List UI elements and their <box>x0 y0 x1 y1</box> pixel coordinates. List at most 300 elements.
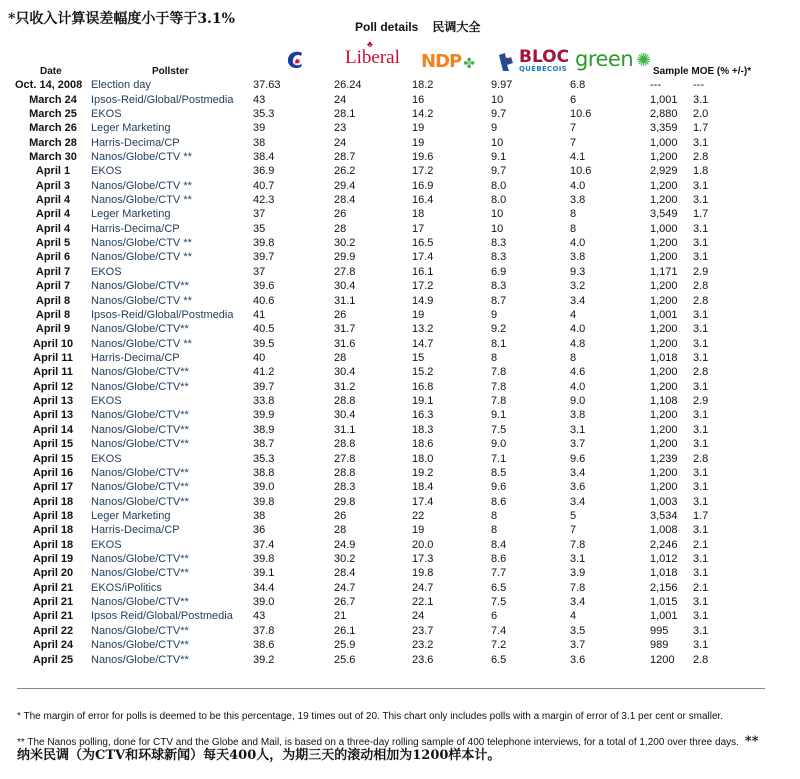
cell-green: 3.8 <box>570 251 586 264</box>
cell-bloc: 6.5 <box>491 581 507 594</box>
cell-bloc: 8 <box>491 509 498 522</box>
cell-date: April 10 <box>32 337 74 350</box>
cell-moe: --- <box>693 79 704 92</box>
cell-sample: 1,000 <box>650 222 678 235</box>
cell-liberal: 28.7 <box>334 150 356 163</box>
cell-liberal: 26 <box>334 509 347 522</box>
cell-date: April 3 <box>35 179 71 192</box>
cell-bloc: 8.6 <box>491 553 507 566</box>
cell-pollster: Harris-Decima/CP <box>91 222 180 235</box>
cell-liberal: 31.2 <box>334 380 356 393</box>
cell-pollster: Nanos/Globe/CTV** <box>91 624 189 637</box>
cell-conservative: 39.8 <box>253 237 275 250</box>
bloc-wordmark: BLOC <box>519 47 570 67</box>
cell-conservative: 43 <box>253 93 266 106</box>
cell-bloc: 10 <box>491 222 504 235</box>
cell-green: 4.1 <box>570 150 586 163</box>
cell-conservative: 40.6 <box>253 294 275 307</box>
table-row <box>15 279 733 293</box>
cell-green: 8 <box>570 352 577 364</box>
quebecois-wordmark: QUÉBÉCOIS <box>519 65 567 73</box>
cell-bloc: 7.5 <box>491 423 507 436</box>
cell-ndp: 19.2 <box>412 466 434 479</box>
cell-conservative: 38.8 <box>253 466 275 479</box>
cell-green: 3.7 <box>570 438 586 451</box>
cell-bloc: 9.1 <box>491 150 507 163</box>
cell-pollster: Nanos/Globe/CTV** <box>91 409 189 422</box>
cell-pollster: Ipsos-Reid/Global/Postmedia <box>91 308 234 321</box>
cell-sample: 1,200 <box>650 150 678 163</box>
chinese-note: *只收入计算误差幅度小于等于3.1% <box>8 11 235 27</box>
cell-date: April 8 <box>35 294 71 307</box>
cell-green: 7 <box>570 122 577 135</box>
header-date: Date <box>40 66 62 77</box>
cell-green: 3.9 <box>570 567 586 580</box>
cell-date: April 22 <box>32 624 74 637</box>
cell-bloc: 9.0 <box>491 438 507 451</box>
title-english: Poll details <box>355 20 419 34</box>
cell-liberal: 27.8 <box>334 265 356 278</box>
cell-green: 3.1 <box>570 553 586 566</box>
cell-moe: 3.1 <box>693 409 709 422</box>
cell-date: April 19 <box>32 553 74 566</box>
cell-ndp: 18 <box>412 208 425 221</box>
cell-ndp: 15 <box>412 352 425 364</box>
cell-pollster: Ipsos Reid/Global/Postmedia <box>91 610 233 623</box>
cell-liberal: 24.9 <box>334 538 356 551</box>
cell-ndp: 19 <box>412 308 425 321</box>
cell-conservative: 39 <box>253 122 266 135</box>
table-row <box>15 351 733 365</box>
cell-conservative: 39.7 <box>253 380 275 393</box>
cell-liberal: 30.4 <box>334 280 356 293</box>
header-pollster: Pollster <box>152 66 189 77</box>
cell-ndp: 16.8 <box>412 380 434 393</box>
cell-moe: 2.8 <box>693 280 709 293</box>
cell-bloc: 7.8 <box>491 395 507 408</box>
cell-sample: 1,200 <box>650 438 678 451</box>
cell-date: April 8 <box>35 308 71 321</box>
cell-date: April 9 <box>35 323 71 336</box>
cell-ndp: 18.6 <box>412 438 434 451</box>
cell-date: April 21 <box>32 610 74 623</box>
cell-pollster: Nanos/Globe/CTV** <box>91 553 189 566</box>
cell-pollster: Nanos/Globe/CTV** <box>91 280 189 293</box>
table-row <box>15 365 733 379</box>
table-row <box>15 121 733 135</box>
cell-sample: 1,200 <box>650 380 678 393</box>
cell-ndp: 19.6 <box>412 150 434 163</box>
cell-ndp: 23.7 <box>412 624 434 637</box>
cell-moe: 3.1 <box>693 481 709 494</box>
table-row <box>15 394 733 408</box>
cell-moe: 3.1 <box>693 194 709 207</box>
cell-moe: 3.1 <box>693 323 709 336</box>
cell-sample: 1,108 <box>650 395 678 408</box>
cell-sample: 989 <box>650 639 669 652</box>
cell-bloc: 7.1 <box>491 452 507 465</box>
cell-liberal: 29.8 <box>334 495 356 508</box>
cell-ndp: 18.3 <box>412 423 434 436</box>
table-row <box>15 78 733 92</box>
table-row <box>15 408 733 422</box>
header-sample-moe <box>653 66 751 77</box>
cell-sample: 1,171 <box>650 265 678 278</box>
cell-moe: 3.1 <box>693 466 709 479</box>
cell-date: April 14 <box>32 423 74 436</box>
cell-date: April 25 <box>32 653 74 666</box>
cell-liberal: 28.8 <box>334 395 356 408</box>
cell-ndp: 19 <box>412 122 425 135</box>
cell-green: 9.3 <box>570 265 586 278</box>
cell-moe: 2.8 <box>693 294 709 307</box>
cell-moe: 3.1 <box>693 136 709 149</box>
cell-bloc: 7.5 <box>491 596 507 609</box>
cell-pollster: EKOS <box>91 538 122 551</box>
green-logo <box>575 47 651 71</box>
cell-liberal: 30.2 <box>334 553 356 566</box>
cell-sample: 1,008 <box>650 524 678 537</box>
cell-green: 6.8 <box>570 79 586 92</box>
cell-moe: 3.1 <box>693 495 709 508</box>
cell-ndp: 24 <box>412 610 425 623</box>
table-row <box>15 566 733 580</box>
cell-pollster: Nanos/Globe/CTV** <box>91 596 189 609</box>
table-row <box>15 624 733 638</box>
table-row <box>15 135 733 149</box>
cell-bloc: 8.6 <box>491 495 507 508</box>
cell-bloc: 9.6 <box>491 481 507 494</box>
cell-pollster: Harris-Decima/CP <box>91 524 180 537</box>
cell-bloc: 7.8 <box>491 366 507 379</box>
cell-ndp: 16.1 <box>412 265 434 278</box>
cell-green: 3.4 <box>570 466 586 479</box>
cell-date: March 30 <box>29 150 77 163</box>
cell-moe: 3.1 <box>693 380 709 393</box>
cell-sample: 1200 <box>650 653 675 666</box>
cell-liberal: 28.8 <box>334 466 356 479</box>
footnote-moe: * The margin of error for polls is deemed to be this percentage, 19 times out of 20. This chart only includes polls with a margin of error of 3.1 per cent or smaller. <box>17 711 724 722</box>
cell-moe: 3.1 <box>693 337 709 350</box>
cell-green: 4.0 <box>570 237 586 250</box>
cell-liberal: 28.8 <box>334 438 356 451</box>
cell-green: 7.8 <box>570 538 586 551</box>
cell-green: 7 <box>570 136 577 149</box>
cell-liberal: 31.7 <box>334 323 356 336</box>
footnote-nanos <box>17 736 767 763</box>
table-row <box>15 451 733 465</box>
cell-moe: 3.1 <box>693 352 709 364</box>
cell-moe: 3.1 <box>693 438 709 451</box>
cell-liberal: 24 <box>334 136 347 149</box>
cell-bloc: 8.1 <box>491 337 507 350</box>
cell-conservative: 35 <box>253 222 266 235</box>
cell-green: 3.1 <box>570 423 586 436</box>
cell-bloc: 9.97 <box>491 79 513 92</box>
cell-pollster: Nanos/Globe/CTV ** <box>91 194 192 207</box>
cell-conservative: 42.3 <box>253 194 275 207</box>
cell-liberal: 28.4 <box>334 194 356 207</box>
divider <box>17 688 765 689</box>
cell-liberal: 30.2 <box>334 237 356 250</box>
cell-liberal: 26.2 <box>334 165 356 178</box>
table-row <box>15 308 733 322</box>
cell-sample: 1,200 <box>650 423 678 436</box>
cell-pollster: EKOS <box>91 165 122 178</box>
table-row <box>15 552 733 566</box>
cell-date: April 1 <box>35 165 71 178</box>
cell-pollster: Nanos/Globe/CTV** <box>91 438 189 451</box>
cell-pollster: Leger Marketing <box>91 122 171 135</box>
table-row <box>15 179 733 193</box>
cell-liberal: 29.9 <box>334 251 356 264</box>
cell-bloc: 7.7 <box>491 567 507 580</box>
cell-ndp: 17.4 <box>412 251 434 264</box>
cell-date: April 7 <box>35 280 71 293</box>
cell-liberal: 28.1 <box>334 107 356 120</box>
table-row <box>15 652 733 666</box>
cell-conservative: 37 <box>253 208 266 221</box>
table-row <box>15 336 733 350</box>
cell-conservative: 33.8 <box>253 395 275 408</box>
cell-conservative: 35.3 <box>253 452 275 465</box>
table-row <box>15 609 733 623</box>
table-row <box>15 423 733 437</box>
cell-date: Oct. 14, 2008 <box>15 79 83 92</box>
cell-liberal: 28.4 <box>334 567 356 580</box>
cell-date: April 13 <box>32 409 74 422</box>
cell-ndp: 17.3 <box>412 553 434 566</box>
cell-date: April 4 <box>35 208 71 221</box>
header-sample: Sample <box>653 66 689 77</box>
cell-moe: 3.1 <box>693 251 709 264</box>
cell-conservative: 37.4 <box>253 538 275 551</box>
cell-liberal: 26.7 <box>334 596 356 609</box>
cell-sample: 1,018 <box>650 567 678 580</box>
cell-date: March 28 <box>29 136 77 149</box>
cell-date: April 21 <box>32 581 74 594</box>
cell-date: April 21 <box>32 596 74 609</box>
cell-green: 3.4 <box>570 294 586 307</box>
cell-liberal: 28.3 <box>334 481 356 494</box>
cell-green: 4.0 <box>570 323 586 336</box>
cell-sample: 1,001 <box>650 610 678 623</box>
header-moe: MOE (% +/-)* <box>691 66 752 77</box>
cell-green: 4.0 <box>570 179 586 192</box>
footnote-nanos-chinese: **纳米民调（为CTV和环球新闻）每天400人，为期三天的滚动相加为1200样本计。 <box>17 734 759 763</box>
cell-date: April 13 <box>32 395 74 408</box>
cell-ndp: 17.2 <box>412 280 434 293</box>
cell-conservative: 39.7 <box>253 251 275 264</box>
cell-conservative: 38.7 <box>253 438 275 451</box>
cell-pollster: Nanos/Globe/CTV** <box>91 366 189 379</box>
cell-pollster: Nanos/Globe/CTV ** <box>91 237 192 250</box>
cell-sample: 2,929 <box>650 165 678 178</box>
cell-conservative: 39.2 <box>253 653 275 666</box>
table-row <box>15 250 733 264</box>
cell-green: 3.7 <box>570 639 586 652</box>
cell-sample: 2,246 <box>650 538 678 551</box>
cell-bloc: 10 <box>491 93 504 106</box>
cell-conservative: 43 <box>253 610 266 623</box>
table-row <box>15 322 733 336</box>
ndp-wordmark: NDP <box>421 51 462 72</box>
cell-ndp: 20.0 <box>412 538 434 551</box>
cell-green: 9.6 <box>570 452 586 465</box>
table-row <box>15 380 733 394</box>
conservative-c-icon <box>285 49 307 71</box>
cell-moe: 3.1 <box>693 639 709 652</box>
cell-sample: 1,200 <box>650 481 678 494</box>
cell-green: 3.4 <box>570 596 586 609</box>
cell-green: 4.6 <box>570 366 586 379</box>
cell-bloc: 8.3 <box>491 251 507 264</box>
cell-date: April 16 <box>32 466 74 479</box>
cell-pollster: Nanos/Globe/CTV** <box>91 466 189 479</box>
cell-conservative: 39.0 <box>253 596 275 609</box>
cell-green: 5 <box>570 509 577 522</box>
cell-conservative: 39.8 <box>253 495 275 508</box>
footnote-nanos-english: ** The Nanos polling, done for CTV and the Globe and Mail, is based on a three-day rolling sample of 400 telephone interviews, for a total of 1,200 over three days. <box>17 737 739 748</box>
cell-sample: 1,200 <box>650 409 678 422</box>
cell-sample: 1,200 <box>650 323 678 336</box>
cell-sample: 1,200 <box>650 237 678 250</box>
cell-pollster: Nanos/Globe/CTV** <box>91 423 189 436</box>
table-row <box>15 466 733 480</box>
cell-pollster: EKOS/iPolitics <box>91 581 162 594</box>
cell-pollster: Ipsos-Reid/Global/Postmedia <box>91 93 234 106</box>
table-row <box>15 107 733 121</box>
cell-bloc: 8.7 <box>491 294 507 307</box>
cell-sample: 995 <box>650 624 669 637</box>
table-row <box>15 538 733 552</box>
cell-date: April 18 <box>32 495 74 508</box>
cell-sample: 1,018 <box>650 352 678 364</box>
cell-conservative: 40 <box>253 352 266 364</box>
cell-sample: 1,200 <box>650 194 678 207</box>
cell-pollster: Nanos/Globe/CTV** <box>91 639 189 652</box>
cell-green: 3.5 <box>570 624 586 637</box>
cell-pollster: Nanos/Globe/CTV ** <box>91 337 192 350</box>
cell-ndp: 19.8 <box>412 567 434 580</box>
cell-pollster: EKOS <box>91 395 122 408</box>
cell-bloc: 6 <box>491 610 498 623</box>
conservative-logo <box>285 49 307 71</box>
cell-pollster: Nanos/Globe/CTV** <box>91 495 189 508</box>
table-row <box>15 480 733 494</box>
cell-moe: 3.1 <box>693 624 709 637</box>
cell-date: April 12 <box>32 380 74 393</box>
cell-sample: 3,534 <box>650 509 678 522</box>
cell-conservative: 40.7 <box>253 179 275 192</box>
cell-date: April 18 <box>32 538 74 551</box>
cell-pollster: EKOS <box>91 107 122 120</box>
cell-liberal: 31.1 <box>334 423 356 436</box>
cell-pollster: Nanos/Globe/CTV** <box>91 653 189 666</box>
cell-liberal: 25.9 <box>334 639 356 652</box>
cell-date: April 24 <box>32 639 74 652</box>
cell-green: 7.8 <box>570 581 586 594</box>
poll-table-body <box>15 78 733 667</box>
cell-green: 3.6 <box>570 481 586 494</box>
cell-conservative: 38.4 <box>253 150 275 163</box>
cell-moe: 3.1 <box>693 237 709 250</box>
cell-pollster: Nanos/Globe/CTV** <box>91 380 189 393</box>
cell-green: 8 <box>570 222 577 235</box>
cell-moe: 3.1 <box>693 179 709 192</box>
maple-leaf-icon: ♣ <box>367 39 373 49</box>
table-row <box>15 494 733 508</box>
cell-sample: 1,200 <box>650 337 678 350</box>
title-chinese: 民调大全 <box>432 20 481 34</box>
cell-date: April 18 <box>32 524 74 537</box>
cell-moe: 3.1 <box>693 524 709 537</box>
cell-conservative: 38.9 <box>253 423 275 436</box>
cell-bloc: 8 <box>491 524 498 537</box>
cell-bloc: 8.4 <box>491 538 507 551</box>
cell-date: April 7 <box>35 265 71 278</box>
table-row <box>15 293 733 307</box>
cell-pollster: Nanos/Globe/CTV** <box>91 481 189 494</box>
cell-moe: 3.1 <box>693 222 709 235</box>
cell-green: 10.6 <box>570 165 592 178</box>
cell-moe: 2.8 <box>693 452 709 465</box>
cell-ndp: 18.0 <box>412 452 434 465</box>
cell-green: 4 <box>570 308 577 321</box>
cell-date: April 6 <box>35 251 71 264</box>
cell-conservative: 36 <box>253 524 266 537</box>
table-row <box>15 222 733 236</box>
cell-bloc: 8.0 <box>491 179 507 192</box>
cell-sample: 2,156 <box>650 581 678 594</box>
cell-ndp: 16.4 <box>412 194 434 207</box>
cell-date: March 24 <box>29 93 77 106</box>
table-row <box>15 638 733 652</box>
cell-conservative: 36.9 <box>253 165 275 178</box>
cell-conservative: 38.6 <box>253 639 275 652</box>
ndp-logo <box>421 51 474 72</box>
cell-conservative: 34.4 <box>253 581 275 594</box>
cell-conservative: 39.1 <box>253 567 275 580</box>
cell-moe: 3.1 <box>693 596 709 609</box>
cell-conservative: 38 <box>253 509 266 522</box>
cell-moe: 2.8 <box>693 366 709 379</box>
cell-liberal: 27.8 <box>334 452 356 465</box>
cell-bloc: 9.2 <box>491 323 507 336</box>
cell-conservative: 39.9 <box>253 409 275 422</box>
cell-liberal: 21 <box>334 610 347 623</box>
cell-moe: 2.8 <box>693 653 709 666</box>
cell-liberal: 28 <box>334 352 347 364</box>
cell-pollster: EKOS <box>91 265 122 278</box>
cell-green: 7 <box>570 524 577 537</box>
cell-ndp: 24.7 <box>412 581 434 594</box>
table-row <box>15 265 733 279</box>
cell-sample: 1,200 <box>650 251 678 264</box>
cell-liberal: 30.4 <box>334 366 356 379</box>
cell-green: 9.0 <box>570 395 586 408</box>
cell-ndp: 14.9 <box>412 294 434 307</box>
cell-sample: 1,012 <box>650 553 678 566</box>
liberal-wordmark: Liberal <box>345 47 400 68</box>
cell-ndp: 16.5 <box>412 237 434 250</box>
cell-ndp: 15.2 <box>412 366 434 379</box>
cell-date: March 25 <box>29 107 77 120</box>
cell-moe: 2.8 <box>693 150 709 163</box>
cell-date: April 15 <box>32 452 74 465</box>
cell-moe: 1.7 <box>693 509 709 522</box>
cell-liberal: 28 <box>334 222 347 235</box>
